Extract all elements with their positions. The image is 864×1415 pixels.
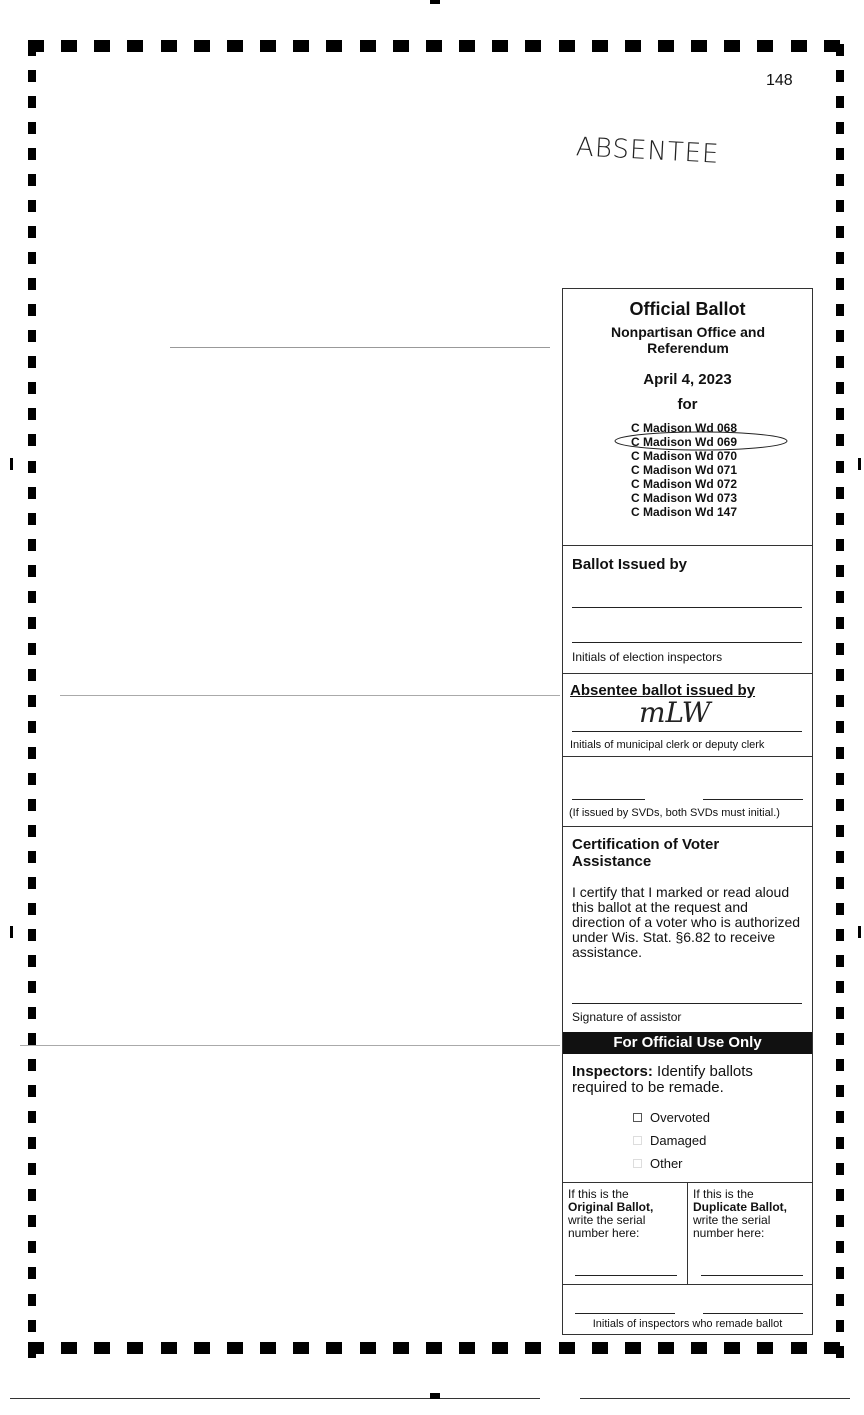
assistor-caption: Signature of assistor [572, 1010, 682, 1024]
for-label: for [677, 396, 698, 413]
ballot-header-panel [562, 288, 813, 1335]
inspectors-text [572, 1064, 792, 1096]
original-serial-instructions: If this is the Original Ballot, write the serial number here: [568, 1187, 654, 1240]
absentee-initials: mLW [639, 696, 711, 729]
issued-caption: Initials of election inspectors [572, 650, 723, 664]
absentee-heading: Absentee ballot issued by [570, 682, 756, 699]
scan-line [10, 1398, 540, 1399]
scan-line [20, 1045, 560, 1046]
checkbox-icon [633, 1136, 642, 1145]
absentee-stamp: ABSENTEE [575, 132, 721, 170]
inspectors-instruction: Identify ballots required to be remade. [572, 1063, 753, 1096]
remade-section [563, 1284, 812, 1334]
original-serial-line [575, 1275, 677, 1276]
checkbox-icon [633, 1159, 642, 1168]
ward-circle-mark [611, 429, 791, 453]
scan-line [170, 347, 550, 348]
serial-section [563, 1182, 812, 1285]
svd-caption: (If issued by SVDs, both SVDs must initial.) [569, 807, 780, 819]
remade-line-left [575, 1313, 675, 1314]
edge-mark [10, 458, 13, 470]
edge-mark [10, 926, 13, 938]
ward-item: C Madison Wd 073 [631, 491, 738, 505]
ward-item: C Madison Wd 147 [631, 505, 738, 519]
duplicate-serial-line [701, 1275, 803, 1276]
remake-option-overvoted[interactable]: Overvoted [633, 1110, 710, 1125]
inspectors-label: Inspectors: [572, 1063, 653, 1080]
ward-item: C Madison Wd 072 [631, 477, 738, 491]
remake-option-other[interactable]: Other [633, 1156, 683, 1171]
remade-line-right [703, 1313, 803, 1314]
issued-line [572, 607, 802, 608]
ward-item: C Madison Wd 068 [631, 421, 738, 435]
absentee-section [563, 674, 812, 757]
absentee-line [572, 731, 802, 732]
checkbox-icon [633, 1113, 642, 1122]
bottom-mark [430, 1393, 440, 1399]
timing-marks-top [28, 40, 840, 52]
assistance-heading: Certification of Voter Assistance [572, 836, 720, 870]
scan-line [580, 1398, 850, 1399]
scan-line [60, 695, 560, 696]
ballot-title: Official Ballot [629, 299, 746, 319]
timing-marks-left [28, 44, 36, 1358]
edge-mark [858, 458, 861, 470]
inspectors-section [563, 1054, 812, 1183]
ballot-subtitle: Nonpartisan Office and Referendum [610, 324, 766, 356]
timing-marks-bottom [28, 1342, 840, 1354]
header-section [563, 289, 812, 546]
issued-section [563, 546, 812, 674]
assistor-line [572, 1003, 802, 1004]
svd-line-right [703, 799, 803, 800]
issued-line [572, 642, 802, 643]
ward-item: C Madison Wd 071 [631, 463, 738, 477]
serial-divider [687, 1182, 688, 1284]
duplicate-serial-instructions: If this is the Duplicate Ballot, write the serial number here: [693, 1187, 788, 1240]
assistance-section [563, 827, 812, 1032]
edge-mark [858, 926, 861, 938]
assistance-body: I certify that I marked or read aloud this ballot at the request and direction of a voter who is authorized under Wis. Stat. §6.82 to receive assistance. [572, 884, 801, 960]
ward-item: C Madison Wd 070 [631, 449, 738, 463]
absentee-caption: Initials of municipal clerk or deputy clerk [570, 739, 765, 751]
timing-marks-right [836, 44, 844, 1358]
remade-caption: Initials of inspectors who remade ballot [592, 1318, 783, 1330]
top-mark [430, 0, 440, 4]
election-date: April 4, 2023 [643, 371, 732, 388]
issued-heading: Ballot Issued by [572, 556, 688, 573]
official-use-bar: For Official Use Only [563, 1032, 812, 1054]
page-number: 148 [766, 72, 793, 89]
remake-option-damaged[interactable]: Damaged [633, 1133, 706, 1148]
svd-line-left [572, 799, 645, 800]
ward-item: C Madison Wd 069 [631, 435, 738, 449]
svd-section [563, 757, 812, 827]
